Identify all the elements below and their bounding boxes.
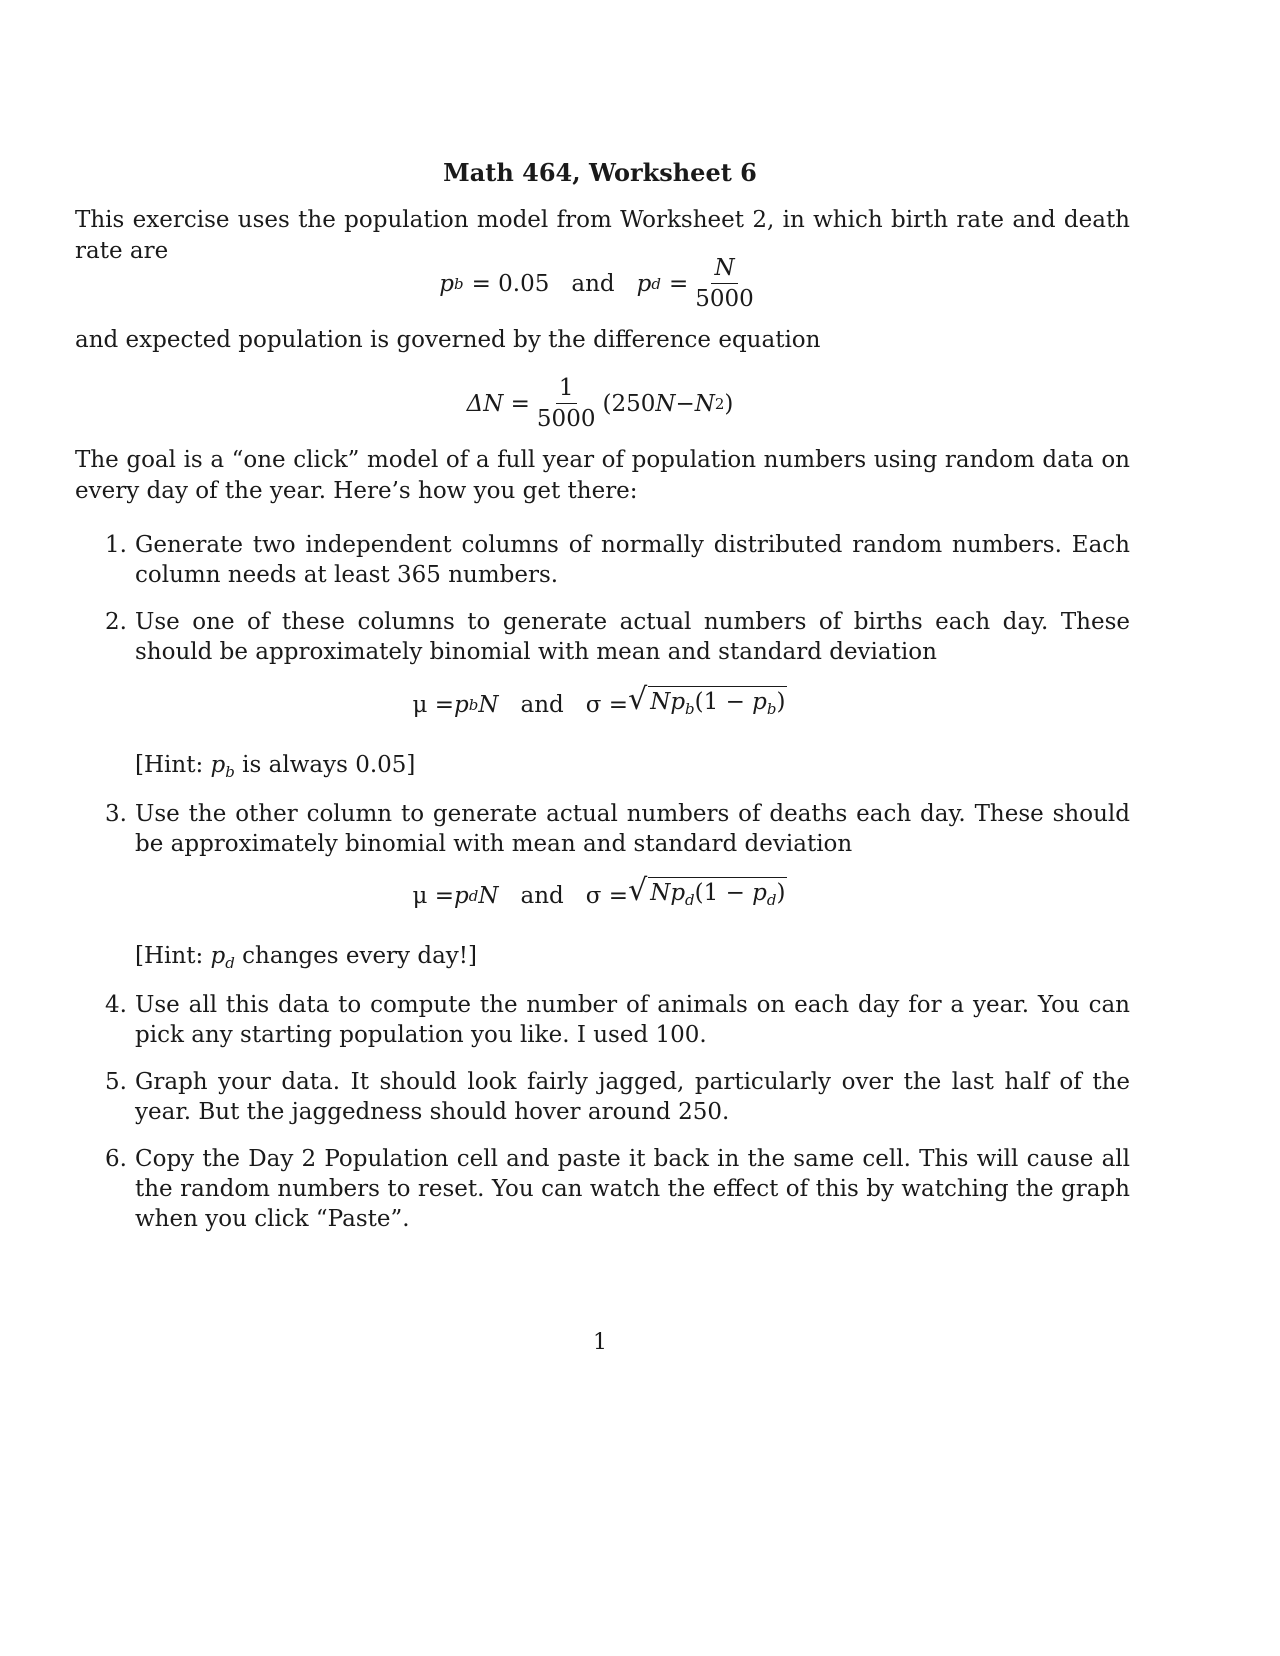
- diff-fraction: [534, 375, 599, 432]
- list-item: [105, 530, 1130, 590]
- rhs-exponent: 2: [714, 394, 725, 413]
- sigma-label: σ =: [585, 882, 629, 909]
- list-item: [105, 1067, 1130, 1127]
- rhs-minus: −: [675, 390, 695, 417]
- list-marker: 4.: [105, 992, 127, 1018]
- equals-sign: =: [668, 270, 689, 297]
- pb-symbol: p: [439, 270, 454, 297]
- page-number: 1: [593, 1330, 607, 1355]
- hint-births: [Hint: $p_b$ is always 0.05]: [135, 752, 416, 781]
- diff-numerator: 1: [556, 375, 577, 404]
- fraction-denominator: 5000: [695, 286, 754, 312]
- intro-paragraph: This exercise uses the population model from Worksheet 2, in which birth rate and death rate are: [75, 207, 1130, 264]
- rhs-close: ): [724, 390, 734, 417]
- list-item-text: Generate two independent columns of normally distributed random numbers. Each column needs at least 365 numbers.: [135, 532, 1130, 588]
- list-item: [105, 799, 1130, 859]
- list-item-text: Graph your data. It should look fairly jagged, particularly over the last half of the year. But the jaggedness should hover around 250.: [135, 1069, 1130, 1125]
- list-item-text: Copy the Day 2 Population cell and paste it back in the same cell. This will cause all the random numbers to reset. You can watch the effect of this by watching the graph when you click “Paste”.: [135, 1146, 1130, 1232]
- pb-subscript: b: [468, 695, 479, 714]
- difference-equation: [0, 375, 1200, 432]
- radicand: $Np_d(1 - p_d)$: [648, 877, 787, 914]
- list-marker: 1.: [105, 532, 127, 558]
- radicand: $Np_b(1 - p_b)$: [648, 686, 787, 723]
- list-marker: 6.: [105, 1146, 127, 1172]
- pb-subscript: b: [453, 274, 464, 293]
- list-marker: 5.: [105, 1069, 127, 1095]
- goal-paragraph: The goal is a “one click” model of a full year of population numbers using random data on every day of the year. Here’s how you get there:: [75, 447, 1130, 504]
- mu-label: μ =: [412, 882, 455, 909]
- and-word: and: [520, 882, 564, 909]
- rhs-n: N: [655, 390, 676, 417]
- square-root: [628, 873, 787, 914]
- delta-n-lhs: ΔN =: [466, 390, 530, 417]
- list-item: [105, 1144, 1130, 1234]
- list-marker: 3.: [105, 801, 127, 827]
- fraction-numerator: N: [711, 255, 737, 284]
- births-equation: [0, 682, 1200, 723]
- pd-fraction: [692, 255, 757, 312]
- pd-symbol: p: [636, 270, 652, 297]
- rates-equation: [0, 255, 1200, 312]
- diff-denominator: 5000: [536, 406, 596, 432]
- list-item: [105, 607, 1130, 667]
- sigma-label: σ =: [585, 691, 629, 718]
- page-title: Math 464, Worksheet 6: [443, 158, 757, 187]
- pd-subscript: d: [468, 886, 479, 905]
- pb-symbol: p: [454, 691, 469, 718]
- list-item-text: Use one of these columns to generate actual numbers of births each day. These should be approximately binomial with mean and standard deviation: [135, 609, 1130, 665]
- pb-value: = 0.05: [471, 270, 550, 297]
- rhs-n-squared: N: [694, 390, 715, 417]
- mu-label: μ =: [412, 691, 455, 718]
- square-root: [628, 682, 787, 723]
- hint-deaths: [Hint: $p_d$ changes every day!]: [135, 943, 477, 972]
- and-word: and: [571, 270, 615, 297]
- n-symbol: N: [478, 691, 499, 718]
- pd-subscript: d: [651, 274, 661, 293]
- radical-sign: √: [628, 682, 648, 717]
- radical-sign: √: [628, 873, 648, 908]
- and-word: and: [520, 691, 564, 718]
- rhs-open: (250: [602, 390, 656, 417]
- list-marker: 2.: [105, 609, 127, 635]
- pd-symbol: p: [454, 882, 469, 909]
- deaths-equation: [0, 873, 1200, 914]
- after-rates-paragraph: and expected population is governed by the difference equation: [75, 327, 821, 353]
- list-item-text: Use the other column to generate actual numbers of deaths each day. These should be approximately binomial with mean and standard deviation: [135, 801, 1130, 857]
- n-symbol: N: [478, 882, 499, 909]
- list-item-text: Use all this data to compute the number of animals on each day for a year. You can pick any starting population you like. I used 100.: [135, 992, 1130, 1048]
- list-item: [105, 990, 1130, 1050]
